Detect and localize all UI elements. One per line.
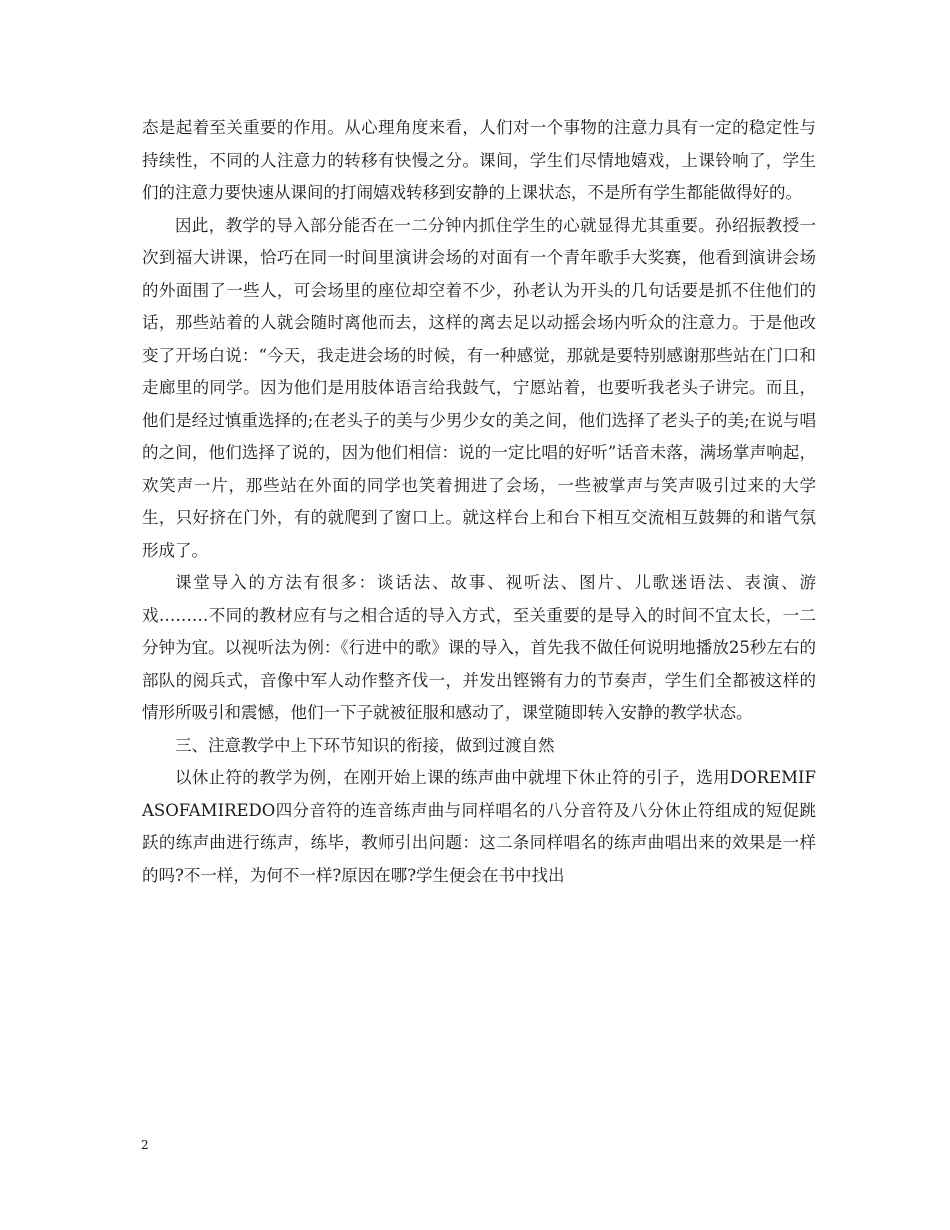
section-heading: 三、注意教学中上下环节知识的衔接，做到过渡自然	[175, 735, 555, 755]
paragraph-sun-shaozhen-story: 因此，教学的导入部分能否在一二分钟内抓住学生的心就显得尤其重要。孙绍振教授一次到福大讲课，恰巧在同一时间里演讲会场的对面有一个青年歌手大奖赛，他看到演讲会场的外面围了一些人，可会场里的座位却空着不少，孙老认为开头的几句话要是抓不住他们的话，那些站着的人就会随时离他而去，这样的离去足以动摇会场内听众的注意力。于是他改变了开场白说：“今天，我走进会场的时候，有一种感觉，那就是要特别感谢那些站在门口和走廊里的同学。因为他们是用肢体语言给我鼓气，宁愿站着，也要听我老头子讲完。而且，他们是经过慎重选择的;在老头子的美与少男少女的美之间，他们选择了老头子的美;在说与唱的之间，他们选择了说的，因为他们相信：说的一定比唱的好听”话音未落，满场掌声响起，欢笑声一片，那些站在外面的同学也笑着拥进了会场，一些被掌声与笑声吸引过来的大学生，只好挤在门外，有的就爬到了窗口上。就这样台上和台下相互交流相互鼓舞的和谐气氛形成了。	[142, 215, 816, 560]
paragraph-continuation: 态是起着至关重要的作用。从心理角度来看，人们对一个事物的注意力具有一定的稳定性与持续性，不同的人注意力的转移有快慢之分。课间，学生们尽情地嬉戏，上课铃响了，学生们的注意力要快速从课间的打闹嬉戏转移到安静的上课状态，不是所有学生都能做得好的。	[142, 118, 816, 202]
paragraph-rest-notation-example: 以休止符的教学为例，在刚开始上课的练声曲中就埋下休止符的引子，选用DOREMIFASOFAMIREDO四分音符的连音练声曲与同样唱名的八分音符及八分休止符组成的短促跳跃的练声曲进行练声，练毕，教师引出问题：这二条同样唱名的练声曲唱出来的效果是一样的吗?不一样，为何不一样?原因在哪?学生便会在书中找出	[142, 768, 816, 885]
page-content	[142, 112, 816, 892]
paragraph-introduction-methods: 课堂导入的方法有很多：谈话法、故事、视听法、图片、儿歌迷语法、表演、游戏………不同的教材应有与之相合适的导入方式，至关重要的是导入的时间不宜太长，一二分钟为宜。以视听法为例：《行进中的歌》课的导入，首先我不做任何说明地播放25秒左右的部队的阅兵式，音像中军人动作整齐伐一，并发出铿锵有力的节奏声，学生们全都被这样的情形所吸引和震憾，他们一下子就被征服和感动了，课堂随即转入安静的教学状态。	[142, 573, 816, 722]
page-number: 2	[141, 1138, 149, 1152]
